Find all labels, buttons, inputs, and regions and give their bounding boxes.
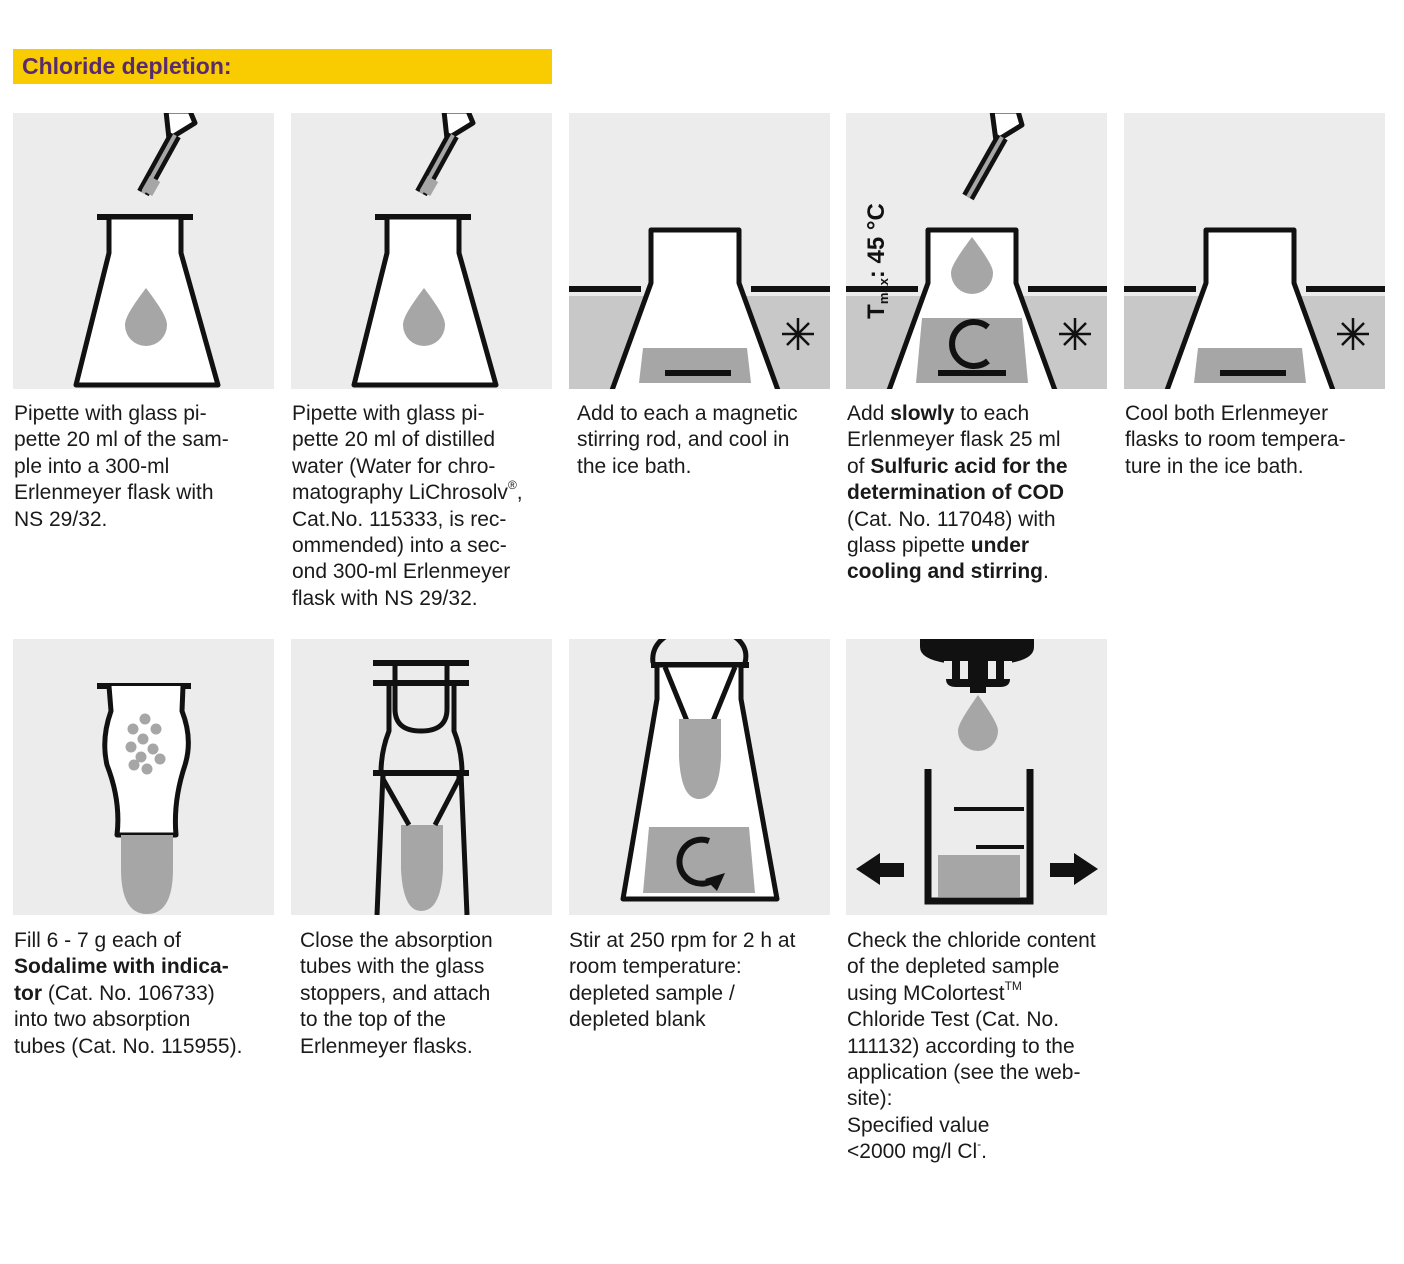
- text-run: ommended) into a sec-: [292, 534, 507, 558]
- step-text-line: [847, 928, 1096, 954]
- section-header-bar: [13, 49, 552, 84]
- text-run: Check the chloride content: [847, 929, 1096, 952]
- text-run: Stir at 250 rpm for 2 h at: [569, 929, 796, 952]
- text-run: depleted sample /: [569, 981, 735, 1005]
- text-run: stirring rod, and cool in: [577, 428, 790, 452]
- text-run: Chloride Test (Cat. No.: [847, 1008, 1060, 1032]
- step-text-line: [847, 978, 1096, 1007]
- step-text-line: [300, 1034, 493, 1060]
- step-text-line: [300, 981, 493, 1007]
- step-4-illustration: [846, 113, 1107, 389]
- text-run: into two absorption: [14, 1008, 191, 1032]
- step-text-line: [14, 507, 229, 533]
- text-run: flasks to room tempera-: [1125, 428, 1346, 452]
- text-run: pette 20 ml of distilled: [292, 428, 496, 452]
- text-run: pette 20 ml of the sam-: [14, 428, 229, 452]
- text-run: flask with NS 29/32.: [292, 586, 478, 610]
- step-text-line: [847, 401, 1068, 427]
- step-text-line: [14, 981, 242, 1007]
- step-text-line: [14, 427, 229, 453]
- text-run: ,: [516, 481, 523, 505]
- step-1-text: [14, 401, 229, 533]
- superscript: ®: [507, 478, 517, 493]
- step-text-line: [847, 1034, 1096, 1060]
- step-text-line: [847, 1113, 1096, 1139]
- step-text-line: [14, 928, 242, 954]
- step-text-line: [847, 1086, 1096, 1112]
- pipette-icon: [968, 113, 1022, 197]
- step-text-line: [292, 586, 523, 612]
- bold-text: Sulfuric acid for the: [870, 454, 1068, 478]
- text-run: Close the absorption: [300, 929, 493, 952]
- step-text-line: [847, 454, 1068, 480]
- pipette-icon: [421, 113, 473, 193]
- bold-text: under: [970, 534, 1030, 558]
- text-run: Specified value: [847, 1113, 990, 1137]
- arrow-left-icon: [856, 853, 904, 885]
- step-3-illustration: [569, 113, 830, 389]
- step-text-line: [300, 954, 493, 980]
- step-text-line: [300, 1007, 493, 1033]
- text-run: Fill 6 - 7 g each of: [14, 929, 181, 952]
- bold-text: slowly: [890, 402, 955, 425]
- bold-text: Sodalime with indica-: [14, 955, 229, 979]
- step-text-line: [577, 427, 798, 453]
- step-text-line: [847, 1139, 1096, 1165]
- step-text-line: [577, 454, 798, 480]
- text-run: ple into a 300-ml: [14, 454, 170, 478]
- step-6-illustration: [13, 639, 274, 915]
- step-8-text: [569, 928, 795, 1034]
- step-text-line: [847, 1060, 1096, 1086]
- step-text-line: [14, 480, 229, 506]
- liquid-icon: [639, 348, 751, 383]
- step-text-line: [1125, 427, 1346, 453]
- step-6-text: [14, 928, 242, 1060]
- text-run: 111132) according to the: [847, 1034, 1075, 1058]
- text-run: Add: [847, 402, 891, 425]
- text-run: stoppers, and attach: [300, 981, 491, 1005]
- text-run: tubes (Cat. No. 115955).: [14, 1034, 243, 1058]
- text-run: tubes with the glass: [300, 955, 485, 979]
- step-text-line: [569, 1007, 795, 1033]
- step-9-illustration: [846, 639, 1107, 915]
- text-run: Erlenmeyer flask 25 ml: [847, 428, 1061, 452]
- step-text-line: [14, 954, 242, 980]
- step-text-line: [569, 981, 795, 1007]
- superscript: -: [977, 1137, 982, 1152]
- step-text-line: [14, 454, 229, 480]
- drop-icon: [958, 695, 998, 751]
- text-run: using MColortest: [847, 981, 1005, 1005]
- step-text-line: [292, 401, 523, 427]
- text-run: glass pipette: [847, 534, 971, 558]
- text-run: Erlenmeyer flasks.: [300, 1034, 473, 1058]
- text-run: room temperature:: [569, 955, 742, 979]
- step-text-line: [569, 954, 795, 980]
- step-text-line: [14, 1034, 242, 1060]
- absorption-tube-icon: [373, 685, 469, 911]
- step-text-line: [569, 928, 795, 954]
- step-7-illustration: [291, 639, 552, 915]
- text-run: <2000 mg/l Cl: [847, 1140, 978, 1164]
- step-text-line: [847, 559, 1068, 585]
- text-run: Pipette with glass pi-: [14, 402, 207, 425]
- text-run: application (see the web-: [847, 1061, 1081, 1085]
- text-run: Pipette with glass pi-: [292, 402, 485, 425]
- step-text-line: [292, 507, 523, 533]
- pipette-icon: [143, 113, 195, 193]
- step-7-text: [300, 928, 493, 1060]
- text-run: to each: [954, 402, 1030, 425]
- text-run: of the depleted sample: [847, 955, 1060, 979]
- text-run: site):: [847, 1087, 893, 1111]
- bold-text: cooling and stirring: [847, 560, 1044, 584]
- text-run: Erlenmeyer flask with: [14, 481, 214, 505]
- dropper-bottle-icon: [920, 639, 1034, 693]
- step-3-text: [577, 401, 798, 480]
- step-text-line: [847, 533, 1068, 559]
- glass-stopper-icon: [651, 639, 749, 665]
- step-text-line: [14, 401, 229, 427]
- text-run: Cat.No. 115333, is rec-: [292, 507, 507, 531]
- text-run: .: [981, 1140, 987, 1164]
- step-text-line: [292, 454, 523, 480]
- step-2-text: [292, 401, 523, 612]
- text-run: ond 300-ml Erlenmeyer: [292, 560, 511, 584]
- step-text-line: [847, 480, 1068, 506]
- text-run: (Cat. No. 106733): [42, 981, 215, 1005]
- step-text-line: [292, 559, 523, 585]
- section-title: Chloride depletion:: [22, 53, 232, 79]
- step-9-text: [847, 928, 1096, 1166]
- bold-text: tor: [14, 981, 42, 1005]
- text-run: matography LiChrosolv: [292, 481, 508, 505]
- bold-text: determination of COD: [847, 481, 1065, 505]
- step-text-line: [300, 928, 493, 954]
- test-vessel-icon: [928, 769, 1030, 901]
- step-2-illustration: [291, 113, 552, 389]
- liquid-icon: [1194, 348, 1306, 383]
- step-text-line: [14, 1007, 242, 1033]
- text-run: NS 29/32.: [14, 507, 108, 531]
- text-run: to the top of the: [300, 1008, 446, 1032]
- temperature-label: Tmax: 45 °C: [863, 203, 891, 319]
- step-text-line: [1125, 401, 1346, 427]
- text-run: Cool both Erlenmeyer: [1125, 402, 1329, 425]
- text-run: depleted blank: [569, 1008, 706, 1032]
- arrow-right-icon: [1050, 853, 1098, 885]
- step-text-line: [847, 954, 1096, 980]
- step-text-line: [1125, 454, 1346, 480]
- step-text-line: [847, 507, 1068, 533]
- step-8-illustration: [569, 639, 830, 915]
- step-5-text: [1125, 401, 1346, 480]
- text-run: .: [1043, 560, 1049, 584]
- step-4-text: [847, 401, 1068, 586]
- step-text-line: [292, 427, 523, 453]
- step-text-line: [577, 401, 798, 427]
- step-text-line: [847, 427, 1068, 453]
- text-run: Add to each a magnetic: [577, 402, 798, 425]
- step-text-line: [292, 480, 523, 506]
- text-run: (Cat. No. 117048) with: [847, 507, 1056, 531]
- step-1-illustration: [13, 113, 274, 389]
- text-run: the ice bath.: [577, 454, 692, 478]
- step-5-illustration: [1124, 113, 1385, 389]
- text-run: water (Water for chro-: [292, 454, 496, 478]
- superscript: TM: [1004, 978, 1022, 993]
- text-run: of: [847, 454, 871, 478]
- step-text-line: [292, 533, 523, 559]
- step-text-line: [847, 1007, 1096, 1033]
- text-run: ture in the ice bath.: [1125, 454, 1304, 478]
